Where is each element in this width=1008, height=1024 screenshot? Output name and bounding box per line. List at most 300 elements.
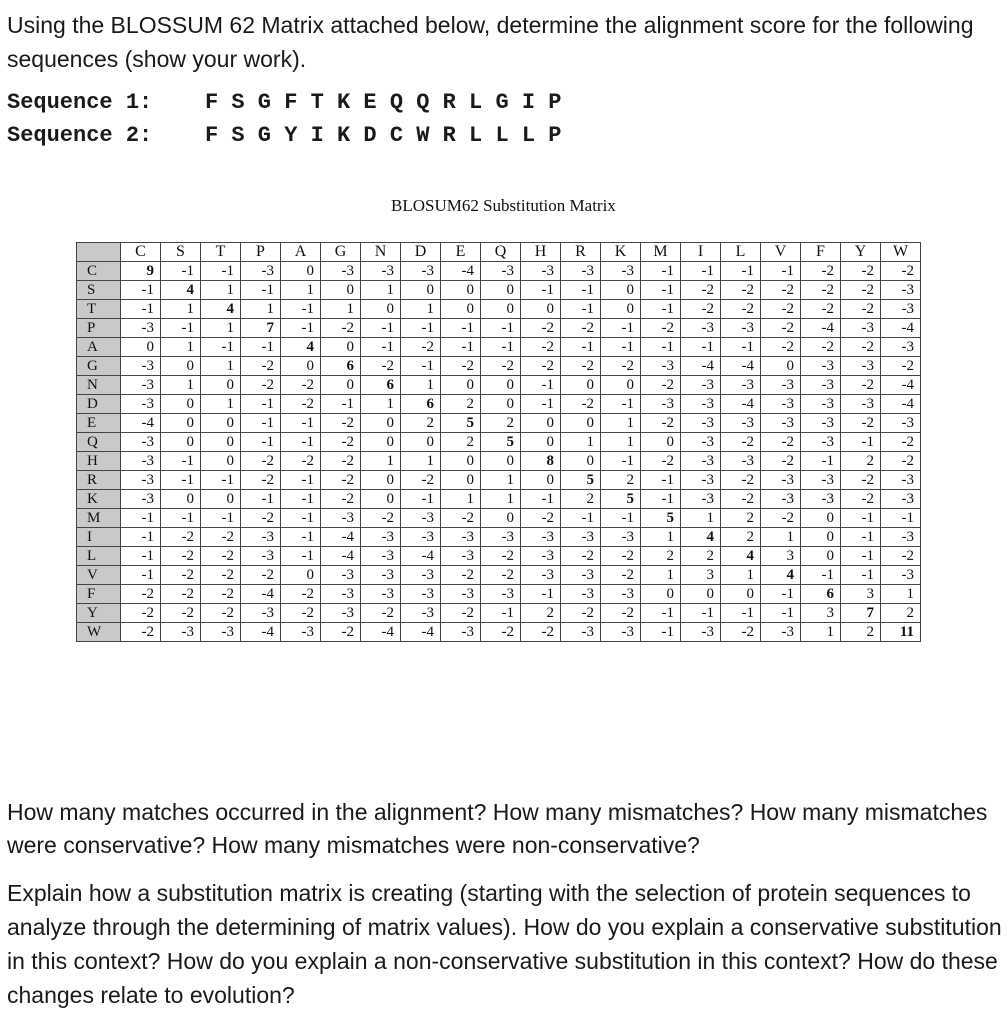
matrix-cell: -1 [601, 395, 641, 414]
matrix-cell: -1 [121, 528, 161, 547]
matrix-body [77, 262, 921, 642]
matrix-cell: 0 [361, 490, 401, 509]
matrix-cell: -3 [721, 376, 761, 395]
matrix-cell: -3 [761, 490, 801, 509]
matrix-cell: -3 [721, 319, 761, 338]
matrix-cell: -3 [801, 414, 841, 433]
matrix-cell: -3 [121, 376, 161, 395]
matrix-cell: -3 [561, 585, 601, 604]
matrix-cell: 0 [201, 490, 241, 509]
matrix-cell: 1 [761, 528, 801, 547]
matrix-cell: -3 [601, 262, 641, 281]
matrix-cell: -2 [881, 452, 921, 471]
matrix-cell: -3 [761, 471, 801, 490]
matrix-cell: -2 [321, 414, 361, 433]
matrix-cell: 0 [641, 585, 681, 604]
matrix-cell: 0 [761, 357, 801, 376]
matrix-cell: 0 [361, 414, 401, 433]
matrix-cell: -1 [161, 452, 201, 471]
matrix-cell: 4 [681, 528, 721, 547]
matrix-cell: 0 [201, 414, 241, 433]
matrix-row-header: Y [77, 604, 121, 623]
matrix-cell: -1 [521, 585, 561, 604]
matrix-row [77, 433, 921, 452]
matrix-row [77, 395, 921, 414]
matrix-cell: -3 [441, 585, 481, 604]
matrix-cell: -1 [281, 471, 321, 490]
matrix-cell: -2 [841, 376, 881, 395]
matrix-cell: 0 [281, 566, 321, 585]
matrix-cell: 0 [481, 395, 521, 414]
matrix-cell: 0 [201, 376, 241, 395]
matrix-cell: 0 [441, 300, 481, 319]
matrix-cell: 1 [201, 357, 241, 376]
matrix-cell: -2 [481, 547, 521, 566]
matrix-cell: 2 [721, 509, 761, 528]
matrix-cell: -1 [161, 319, 201, 338]
matrix-cell: -4 [321, 528, 361, 547]
matrix-cell: -1 [161, 471, 201, 490]
matrix-cell: -1 [281, 547, 321, 566]
matrix-cell: -2 [561, 319, 601, 338]
matrix-cell: -1 [841, 566, 881, 585]
matrix-cell: -3 [441, 528, 481, 547]
matrix-cell: -2 [601, 357, 641, 376]
matrix-cell: -2 [641, 414, 681, 433]
matrix-cell: 3 [681, 566, 721, 585]
matrix-cell: -3 [881, 471, 921, 490]
matrix-cell: -3 [241, 547, 281, 566]
matrix-cell: 0 [521, 300, 561, 319]
matrix-cell: 6 [401, 395, 441, 414]
matrix-row [77, 414, 921, 433]
matrix-cell: -3 [201, 623, 241, 642]
matrix-cell: 0 [201, 452, 241, 471]
matrix-cell: -1 [481, 338, 521, 357]
matrix-cell: -1 [881, 509, 921, 528]
matrix-cell: -1 [481, 604, 521, 623]
matrix-cell: -2 [521, 623, 561, 642]
matrix-cell: -3 [681, 471, 721, 490]
matrix-cell: -4 [881, 395, 921, 414]
matrix-cell: -2 [721, 471, 761, 490]
matrix-cell: -1 [641, 604, 681, 623]
matrix-cell: -1 [281, 528, 321, 547]
matrix-cell: -1 [641, 300, 681, 319]
matrix-row [77, 585, 921, 604]
matrix-cell: -1 [281, 433, 321, 452]
matrix-cell: -2 [121, 585, 161, 604]
matrix-cell: 0 [161, 490, 201, 509]
matrix-cell: 0 [521, 471, 561, 490]
assignment-prompt: Using the BLOSSUM 62 Matrix attached below, determine the alignment score for the following sequences (show your work). [7, 12, 974, 72]
matrix-cell: 0 [801, 528, 841, 547]
matrix-cell: -3 [481, 585, 521, 604]
matrix-cell: -2 [601, 566, 641, 585]
matrix-cell: -3 [121, 452, 161, 471]
matrix-cell: -3 [481, 528, 521, 547]
matrix-cell: -1 [521, 376, 561, 395]
sequence-1-label: Sequence 1: [7, 90, 153, 115]
matrix-cell: -1 [161, 262, 201, 281]
alignment-questions: How many matches occurred in the alignment? How many mismatches? How many mismatches were conservative? How many mismatches were non-conservative? [7, 799, 988, 858]
matrix-cell: -2 [881, 262, 921, 281]
matrix-cell: 1 [201, 395, 241, 414]
matrix-cell: -1 [601, 319, 641, 338]
matrix-cell: -3 [881, 566, 921, 585]
matrix-cell: -3 [801, 376, 841, 395]
matrix-cell: -3 [441, 547, 481, 566]
matrix-cell: -4 [361, 623, 401, 642]
matrix-cell: 1 [881, 585, 921, 604]
matrix-cell: -1 [241, 433, 281, 452]
matrix-cell: -2 [841, 414, 881, 433]
matrix-row [77, 528, 921, 547]
matrix-cell: -3 [881, 338, 921, 357]
matrix-cell: -2 [441, 566, 481, 585]
matrix-cell: -2 [761, 433, 801, 452]
matrix-cell: -2 [881, 433, 921, 452]
matrix-cell: -2 [721, 623, 761, 642]
matrix-cell: -4 [401, 547, 441, 566]
matrix-row [77, 509, 921, 528]
matrix-cell: -2 [241, 452, 281, 471]
matrix-row [77, 452, 921, 471]
matrix-column-header: R [561, 243, 601, 262]
matrix-cell: -1 [361, 338, 401, 357]
matrix-cell: -1 [121, 281, 161, 300]
matrix-column-header: I [681, 243, 721, 262]
matrix-cell: -1 [841, 509, 881, 528]
matrix-cell: -3 [721, 452, 761, 471]
matrix-row [77, 471, 921, 490]
matrix-cell: -3 [761, 623, 801, 642]
matrix-cell: -2 [721, 300, 761, 319]
matrix-cell: -3 [801, 357, 841, 376]
matrix-cell: -2 [241, 471, 281, 490]
matrix-cell: 0 [441, 281, 481, 300]
matrix-cell: -3 [881, 281, 921, 300]
matrix-row [77, 262, 921, 281]
matrix-cell: 1 [401, 376, 441, 395]
matrix-cell: 1 [641, 528, 681, 547]
matrix-cell: -4 [241, 585, 281, 604]
matrix-cell: -3 [521, 547, 561, 566]
matrix-cell: -3 [841, 319, 881, 338]
matrix-cell: -3 [121, 395, 161, 414]
matrix-cell: 0 [601, 300, 641, 319]
matrix-cell: -2 [561, 395, 601, 414]
matrix-cell: -3 [361, 547, 401, 566]
matrix-cell: -2 [881, 357, 921, 376]
matrix-cell: -2 [361, 509, 401, 528]
matrix-title: BLOSUM62 Substitution Matrix [391, 196, 616, 215]
matrix-cell: 0 [481, 281, 521, 300]
matrix-row-header: V [77, 566, 121, 585]
matrix-cell: -1 [561, 338, 601, 357]
matrix-cell: -3 [881, 528, 921, 547]
matrix-cell: 4 [281, 338, 321, 357]
matrix-row [77, 376, 921, 395]
matrix-cell: -1 [561, 281, 601, 300]
matrix-cell: -3 [401, 509, 441, 528]
matrix-cell: 1 [601, 414, 641, 433]
matrix-cell: -2 [481, 566, 521, 585]
matrix-cell: -3 [801, 471, 841, 490]
matrix-cell: 0 [321, 281, 361, 300]
matrix-column-header: Q [481, 243, 521, 262]
matrix-cell: -2 [161, 528, 201, 547]
matrix-cell: 4 [161, 281, 201, 300]
matrix-cell: -1 [121, 566, 161, 585]
matrix-cell: 0 [361, 471, 401, 490]
matrix-cell: -2 [521, 338, 561, 357]
matrix-cell: 2 [841, 452, 881, 471]
matrix-cell: 0 [641, 433, 681, 452]
matrix-cell: 2 [441, 433, 481, 452]
matrix-cell: 2 [441, 395, 481, 414]
matrix-cell: -3 [321, 262, 361, 281]
matrix-cell: -2 [121, 623, 161, 642]
matrix-cell: -3 [761, 414, 801, 433]
matrix-column-header: H [521, 243, 561, 262]
matrix-cell: 0 [521, 414, 561, 433]
matrix-cell: 2 [881, 604, 921, 623]
matrix-column-header: K [601, 243, 641, 262]
matrix-cell: -2 [161, 604, 201, 623]
matrix-cell: -2 [321, 452, 361, 471]
matrix-cell: -3 [561, 528, 601, 547]
matrix-cell: -2 [801, 338, 841, 357]
matrix-cell: 1 [681, 509, 721, 528]
matrix-column-header: M [641, 243, 681, 262]
matrix-cell: -3 [601, 585, 641, 604]
matrix-cell: -2 [201, 585, 241, 604]
matrix-cell: -3 [761, 376, 801, 395]
matrix-cell: -3 [401, 528, 441, 547]
matrix-cell: 0 [201, 433, 241, 452]
matrix-cell: -2 [441, 604, 481, 623]
matrix-row-header: C [77, 262, 121, 281]
matrix-cell: 0 [121, 338, 161, 357]
matrix-cell: 7 [241, 319, 281, 338]
matrix-cell: -1 [201, 509, 241, 528]
matrix-cell: -1 [761, 262, 801, 281]
matrix-row [77, 547, 921, 566]
matrix-row-header: A [77, 338, 121, 357]
matrix-cell: 1 [161, 300, 201, 319]
matrix-cell: -3 [401, 604, 441, 623]
matrix-cell: -2 [441, 357, 481, 376]
matrix-cell: 0 [161, 357, 201, 376]
matrix-column-header: A [281, 243, 321, 262]
matrix-column-header: Y [841, 243, 881, 262]
matrix-cell: -3 [881, 414, 921, 433]
matrix-row-header: D [77, 395, 121, 414]
matrix-cell: -2 [761, 281, 801, 300]
blosum62-matrix [76, 242, 921, 642]
matrix-cell: -1 [641, 338, 681, 357]
matrix-cell: -1 [121, 509, 161, 528]
matrix-cell: -2 [681, 281, 721, 300]
matrix-cell: 1 [601, 433, 641, 452]
sequence-2-label: Sequence 2: [7, 123, 153, 148]
matrix-cell: -1 [401, 357, 441, 376]
matrix-cell: -3 [121, 357, 161, 376]
matrix-cell: -3 [801, 395, 841, 414]
matrix-cell: -3 [121, 490, 161, 509]
matrix-cell: -3 [561, 566, 601, 585]
matrix-cell: -1 [521, 395, 561, 414]
matrix-cell: -1 [601, 452, 641, 471]
matrix-cell: 0 [561, 414, 601, 433]
matrix-cell: -1 [841, 547, 881, 566]
matrix-cell: 8 [521, 452, 561, 471]
matrix-cell: -1 [521, 281, 561, 300]
matrix-row [77, 300, 921, 319]
matrix-cell: 2 [641, 547, 681, 566]
matrix-cell: 3 [761, 547, 801, 566]
matrix-cell: -2 [841, 490, 881, 509]
matrix-cell: 1 [201, 319, 241, 338]
matrix-cell: 0 [521, 433, 561, 452]
matrix-cell: 1 [801, 623, 841, 642]
matrix-cell: -3 [281, 623, 321, 642]
matrix-cell: 0 [441, 452, 481, 471]
matrix-cell: -2 [521, 357, 561, 376]
matrix-cell: -4 [241, 623, 281, 642]
matrix-cell: -3 [361, 585, 401, 604]
matrix-cell: -4 [801, 319, 841, 338]
matrix-cell: -3 [401, 585, 441, 604]
matrix-cell: -3 [321, 566, 361, 585]
matrix-cell: -1 [201, 338, 241, 357]
matrix-cell: -2 [721, 281, 761, 300]
matrix-cell: -3 [681, 452, 721, 471]
matrix-cell: -1 [281, 319, 321, 338]
matrix-cell: -1 [841, 528, 881, 547]
matrix-cell: -3 [401, 566, 441, 585]
matrix-cell: 0 [561, 452, 601, 471]
matrix-column-header: P [241, 243, 281, 262]
sequence-1 [7, 90, 561, 115]
matrix-row [77, 281, 921, 300]
matrix-cell: 1 [561, 433, 601, 452]
matrix-cell: -2 [241, 509, 281, 528]
matrix-cell: -2 [561, 604, 601, 623]
matrix-column-header: G [321, 243, 361, 262]
matrix-cell: -2 [201, 566, 241, 585]
matrix-cell: -1 [841, 433, 881, 452]
matrix-cell: 0 [401, 281, 441, 300]
matrix-cell: -1 [441, 338, 481, 357]
matrix-cell: 1 [481, 490, 521, 509]
matrix-cell: 0 [601, 376, 641, 395]
matrix-cell: 0 [441, 471, 481, 490]
matrix-cell: -3 [801, 433, 841, 452]
matrix-cell: -2 [161, 547, 201, 566]
matrix-cell: -3 [161, 623, 201, 642]
matrix-column-header: S [161, 243, 201, 262]
matrix-cell: -1 [401, 490, 441, 509]
matrix-cell: -1 [401, 319, 441, 338]
matrix-cell: -2 [641, 376, 681, 395]
matrix-cell: -2 [721, 490, 761, 509]
matrix-cell: -2 [761, 300, 801, 319]
matrix-cell: -2 [401, 471, 441, 490]
matrix-cell: -2 [521, 319, 561, 338]
matrix-cell: -2 [481, 357, 521, 376]
matrix-cell: -1 [281, 509, 321, 528]
matrix-column-header: L [721, 243, 761, 262]
matrix-row-header: R [77, 471, 121, 490]
matrix-column-header: C [121, 243, 161, 262]
matrix-cell: 2 [721, 528, 761, 547]
matrix-cell: 2 [401, 414, 441, 433]
matrix-column-header: D [401, 243, 441, 262]
matrix-cell: -3 [721, 414, 761, 433]
matrix-cell: 7 [841, 604, 881, 623]
matrix-cell: -1 [241, 490, 281, 509]
matrix-cell: -2 [841, 300, 881, 319]
matrix-cell: -3 [521, 528, 561, 547]
matrix-cell: 1 [161, 376, 201, 395]
matrix-cell: -1 [561, 509, 601, 528]
matrix-cell: 6 [321, 357, 361, 376]
matrix-cell: 0 [481, 452, 521, 471]
matrix-cell: -3 [121, 433, 161, 452]
matrix-cell: -3 [561, 262, 601, 281]
matrix-cell: -2 [201, 604, 241, 623]
matrix-cell: -3 [321, 604, 361, 623]
matrix-cell: -2 [601, 604, 641, 623]
matrix-cell: -2 [881, 547, 921, 566]
matrix-cell: -2 [641, 452, 681, 471]
matrix-cell: -3 [441, 623, 481, 642]
matrix-cell: -3 [601, 528, 641, 547]
matrix-cell: -1 [481, 319, 521, 338]
matrix-cell: -1 [201, 471, 241, 490]
matrix-cell: -3 [561, 623, 601, 642]
matrix-cell: -1 [441, 319, 481, 338]
matrix-header-row [77, 243, 921, 262]
matrix-cell: -2 [361, 604, 401, 623]
matrix-cell: -4 [321, 547, 361, 566]
matrix-cell: 2 [841, 623, 881, 642]
matrix-cell: 0 [481, 509, 521, 528]
matrix-column-header: W [881, 243, 921, 262]
matrix-cell: -2 [601, 547, 641, 566]
matrix-cell: -1 [681, 338, 721, 357]
matrix-cell: 2 [481, 414, 521, 433]
matrix-cell: -2 [321, 471, 361, 490]
matrix-cell: -2 [761, 338, 801, 357]
sequence-2-residues: F S G Y I K D C W R L L L P [205, 123, 562, 148]
matrix-cell: 2 [521, 604, 561, 623]
matrix-cell: -1 [521, 490, 561, 509]
matrix-cell: -1 [321, 395, 361, 414]
matrix-cell: -3 [521, 262, 561, 281]
matrix-cell: -2 [761, 509, 801, 528]
matrix-row-header: Q [77, 433, 121, 452]
matrix-cell: -2 [761, 452, 801, 471]
matrix-cell: 4 [201, 300, 241, 319]
matrix-row [77, 566, 921, 585]
matrix-cell: -2 [561, 547, 601, 566]
matrix-row-header: F [77, 585, 121, 604]
matrix-cell: -2 [441, 509, 481, 528]
matrix-cell: -3 [241, 528, 281, 547]
